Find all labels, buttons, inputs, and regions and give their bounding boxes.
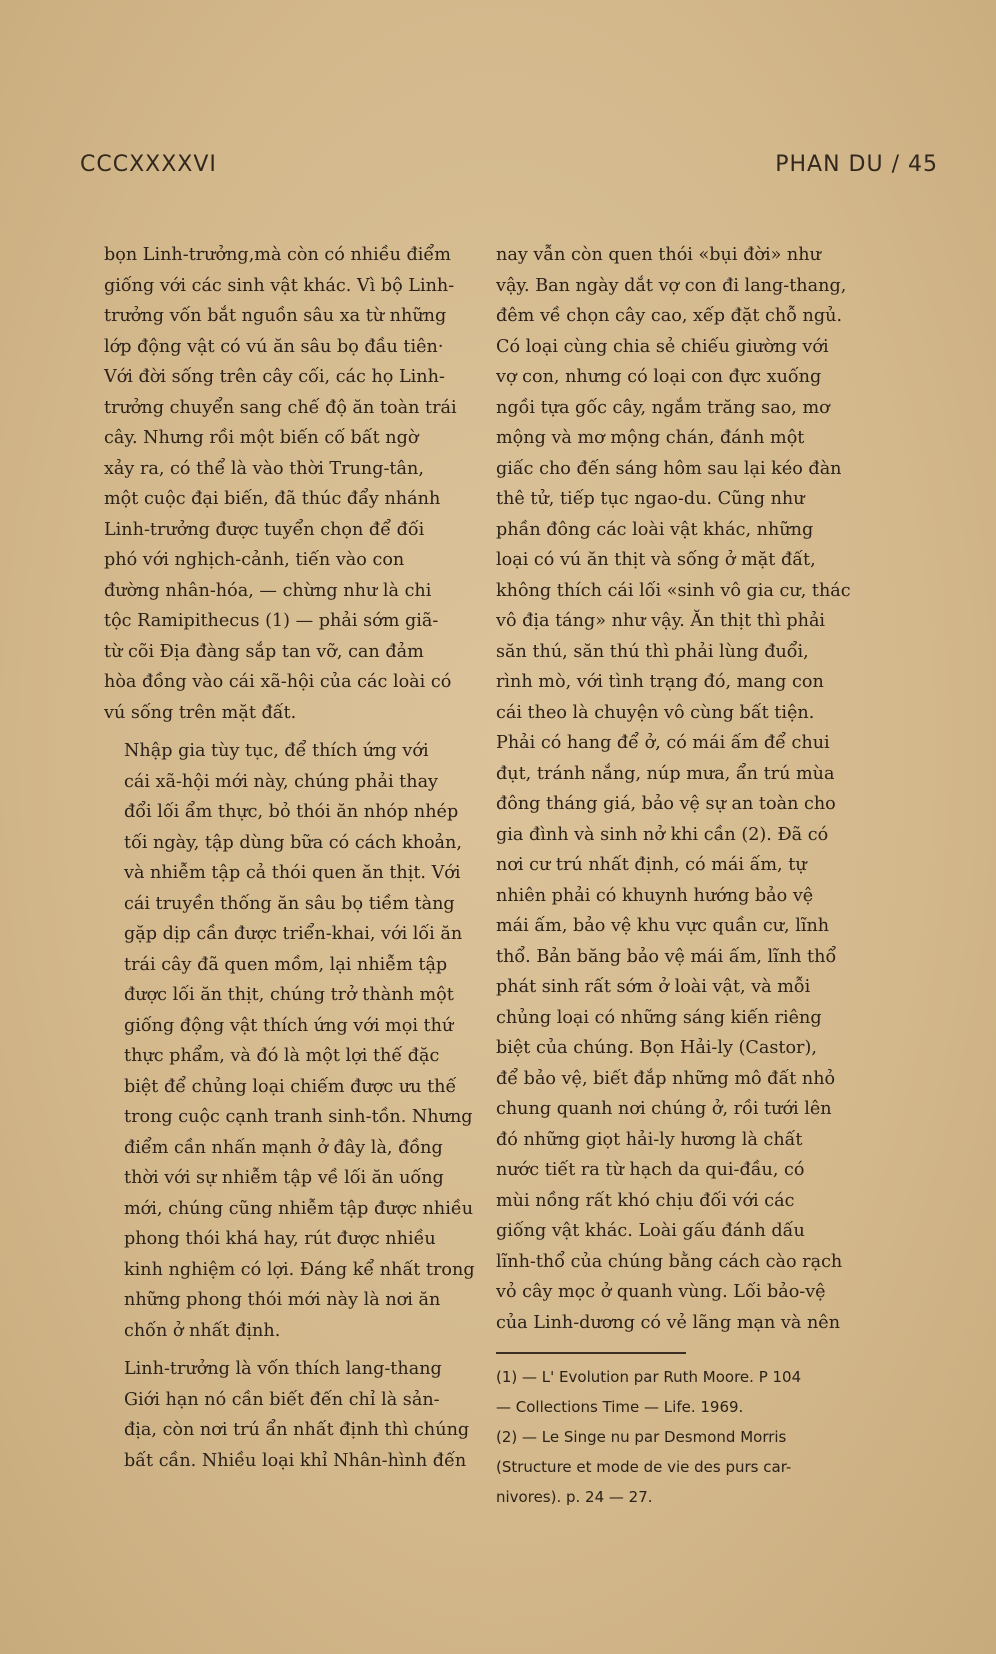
text-line: bọn Linh-trưởng,mà còn có nhiều điểm [104,245,451,265]
text-line: giống với các sinh vật khác. Vì bộ Linh- [104,275,455,296]
text-line: mái ấm, bảo vệ khu vực quần cư, lĩnh [496,916,830,936]
text-line: giống động vật thích ứng với mọi thứ [124,1015,454,1036]
footnote-line: (1) — L' Evolution par Ruth Moore. P 104 [496,1368,802,1386]
text-line: nay vẫn còn quen thói «bụi đời» như [496,245,821,265]
text-line: trong cuộc cạnh tranh sinh-tồn. Nhưng [124,1107,473,1127]
text-line: đó những giọt hải-ly hương là chất [496,1129,803,1150]
text-line: xảy ra, có thể là vào thời Trung-tân, [104,458,424,479]
left-column [104,240,496,1484]
text-line: tối ngày, tập dùng bữa có cách khoản, [124,832,462,853]
text-line: mùi nồng rất khó chịu đối với các [496,1190,795,1211]
text-line: chủng loại có những sáng kiến riêng [496,1007,822,1028]
footnotes [496,1364,868,1510]
text-line: một cuộc đại biến, đã thúc đẩy nhánh [104,489,441,509]
text-line: điểm cần nhấn mạnh ở đây là, đồng [124,1137,443,1158]
page-section-number: PHAN DU / 45 [775,152,938,177]
footnote-line: nivores). p. 24 — 27. [496,1488,653,1506]
text-line: Nhập gia tùy tục, để thích ứng với [124,741,429,761]
text-line: thổ. Bản băng bảo vệ mái ấm, lĩnh thổ [496,946,837,967]
text-line: vú sống trên mặt đất. [104,702,297,723]
text-line: nhiên phải có khuynh hướng bảo vệ [496,885,814,906]
text-line: hòa đồng vào cái xã-hội của các loài có [104,672,452,692]
text-line: của Linh-dương có vẻ lãng mạn và nên [496,1312,841,1333]
footnote-line: (2) — Le Singe nu par Desmond Morris [496,1428,787,1446]
text-line: giấc cho đến sáng hôm sau lại kéo đàn [496,458,842,479]
text-line: kinh nghiệm có lợi. Đáng kể nhất trong [124,1259,475,1280]
text-line: loại có vú ăn thịt và sống ở mặt đất, [496,550,816,570]
text-line: chung quanh nơi chúng ở, rồi tưới lên [496,1099,832,1119]
text-line: Với đời sống trên cây cối, các họ Linh- [104,367,445,387]
text-line: lớp động vật có vú ăn sâu bọ đầu tiên· [104,336,444,357]
text-line: biệt để chủng loại chiếm được ưu thế [124,1076,457,1097]
text-line: bất cần. Nhiều loại khỉ Nhân-hình đến [124,1450,467,1471]
right-column [496,240,868,1514]
text-line: phong thói khá hay, rút được nhiều [124,1229,436,1249]
text-line: giống vật khác. Loài gấu đánh dấu [496,1221,805,1241]
text-line: mới, chúng cũng nhiễm tập được nhiều [124,1198,474,1219]
text-line: Phải có hang để ở, có mái ấm để chui [496,733,830,753]
text-line: trưởng chuyển sang chế độ ăn toàn trái [104,397,457,418]
text-line: vỏ cây mọc ở quanh vùng. Lối bảo-vệ [496,1282,826,1302]
text-line: cái truyền thống ăn sâu bọ tiềm tàng [124,893,455,914]
paragraph-3 [104,1354,496,1476]
paragraph-2 [104,736,496,1346]
text-line: Có loại cùng chia sẻ chiếu giường với [496,336,829,357]
text-line: những phong thói mới này là nơi ăn [124,1290,441,1310]
text-line: nơi cư trú nhất định, có mái ấm, tự [496,855,807,875]
text-line: vô địa táng» như vậy. Ăn thịt thì phải [496,611,826,631]
text-line: săn thú, săn thú thì phải lùng đuổi, [496,641,809,662]
footnote-line: — Collections Time — Life. 1969. [496,1398,744,1416]
text-line: ngồi tựa gốc cây, ngắm trăng sao, mơ [496,397,830,418]
text-line: Linh-trưởng là vốn thích lang-thang [124,1359,442,1379]
text-line: nước tiết ra từ hạch da qui-đầu, có [496,1160,805,1180]
text-line: thực phẩm, và đó là một lợi thế đặc [124,1046,440,1066]
text-line: không thích cái lối «sinh vô gia cư, thác [496,580,851,601]
text-line: biệt của chúng. Bọn Hải-ly (Castor), [496,1038,817,1058]
text-line: phát sinh rất sớm ở loài vật, và mỗi [496,977,811,997]
text-line: vậy. Ban ngày dắt vợ con đi lang-thang, [496,275,847,296]
text-line: chốn ở nhất định. [124,1320,281,1341]
text-line: cái xã-hội mới này, chúng phải thay [124,771,438,792]
running-header [80,152,938,186]
text-line: gặp dịp cần được triển-khai, với lối ăn [124,924,463,944]
text-line: đường nhân-hóa, — chừng như là chi [104,580,432,601]
text-line: đông tháng giá, bảo vệ sự an toàn cho [496,794,836,814]
footnote-divider [496,1352,686,1354]
text-line: lĩnh-thổ của chúng bằng cách cào rạch [496,1251,843,1272]
text-line: để bảo vệ, biết đắp những mô đất nhỏ [496,1068,836,1089]
text-line: thời với sự nhiễm tập về lối ăn uống [124,1168,444,1188]
text-line: trưởng vốn bắt nguồn sâu xa từ những [104,306,447,326]
text-line: thê tử, tiếp tục ngao-du. Cũng như [496,489,805,509]
text-line: từ cõi Địa đàng sắp tan vỡ, can đảm [104,641,424,662]
text-line: trái cây đã quen mồm, lại nhiễm tập [124,954,448,975]
text-line: phó với nghịch-cảnh, tiến vào con [104,550,405,570]
text-line: đổi lối ẩm thực, bỏ thói ăn nhóp nhép [124,802,459,822]
text-line: cây. Nhưng rồi một biến cố bất ngờ [104,428,419,448]
text-line: tộc Ramipithecus (1) — phải sớm giã- [104,611,439,631]
text-line: Giới hạn nó cần biết đến chỉ là sản- [124,1389,440,1410]
text-line: đêm về chọn cây cao, xếp đặt chỗ ngủ. [496,306,843,326]
text-line: được lối ăn thịt, chúng trở thành một [124,985,454,1005]
paragraph-4 [496,240,868,1338]
page-section-roman: CCCXXXXVI [80,152,217,177]
paragraph-1 [104,240,496,728]
text-line: vợ con, nhưng có loại con đực xuống [496,367,822,387]
text-line: phần đông các loài vật khác, những [496,519,814,540]
footnote-line: (Structure et mode de vie des purs car- [496,1458,792,1476]
text-line: cái theo là chuyện vô cùng bất tiện. [496,702,815,723]
text-line: và nhiễm tập cả thói quen ăn thịt. Với [124,863,461,883]
text-line: đụt, tránh nắng, núp mưa, ẩn trú mùa [496,763,835,784]
text-line: rình mò, với tình trạng đó, mang con [496,672,824,692]
text-line: địa, còn nơi trú ẩn nhất định thì chúng [124,1420,470,1440]
text-line: gia đình và sinh nở khi cần (2). Đã có [496,824,829,845]
text-line: mộng và mơ mộng chán, đánh một [496,428,805,448]
text-line: Linh-trưởng được tuyển chọn để đối [104,519,425,540]
